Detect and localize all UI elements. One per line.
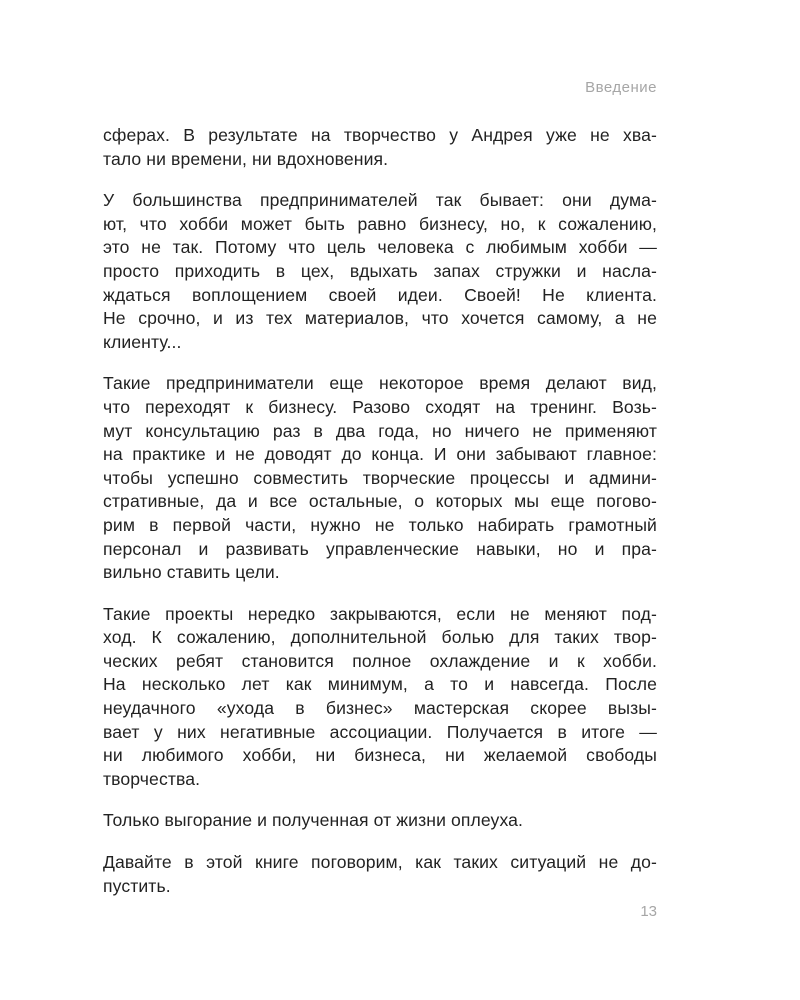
text-line: клиенту... xyxy=(103,331,182,352)
text-line: это не так. Потому что цель человека с любимым хобби — xyxy=(103,237,657,258)
text-line: ход. К сожалению, дополнительной болью для таких твор- xyxy=(103,627,657,648)
paragraph-3 xyxy=(103,372,657,584)
text-line: Не срочно, и из тех материалов, что хочется самому, а не xyxy=(103,308,657,329)
paragraph-1 xyxy=(103,124,657,171)
text-line: чтобы успешно совместить творческие процессы и админи- xyxy=(103,467,657,488)
text-line: тало ни времени, ни вдохновения. xyxy=(103,148,389,169)
text-line: творчества. xyxy=(103,768,201,789)
text-line: пустить. xyxy=(103,875,171,896)
text-line: на практике и не доводят до конца. И они забывают главное: xyxy=(103,444,657,465)
text-line: У большинства предпринимателей так бывает: они дума- xyxy=(103,190,657,211)
text-line: ждаться воплощением своей идеи. Своей! Не клиента. xyxy=(103,284,657,305)
text-line: стративные, да и все остальные, о которых мы еще погово- xyxy=(103,491,657,512)
paragraph-4 xyxy=(103,603,657,792)
text-line: что переходят к бизнесу. Разово сходят на тренинг. Возь- xyxy=(103,396,657,417)
text-line: персонал и развивать управленческие навыки, но и пра- xyxy=(103,538,657,559)
body-text xyxy=(103,124,657,916)
text-line: Только выгорание и полученная от жизни оплеуха. xyxy=(103,810,524,831)
paragraph-5 xyxy=(103,809,657,833)
paragraph-2 xyxy=(103,189,657,354)
page-number: 13 xyxy=(640,903,657,920)
text-line: вильно ставить цели. xyxy=(103,562,280,583)
text-line: просто приходить в цех, вдыхать запах стружки и насла- xyxy=(103,260,657,281)
text-line: Давайте в этой книге поговорим, как таких ситуаций не до- xyxy=(103,852,657,873)
text-line: вает у них негативные ассоциации. Получается в итоге — xyxy=(103,721,657,742)
text-line: ни любимого хобби, ни бизнеса, ни желаемой свободы xyxy=(103,745,657,766)
paragraph-6 xyxy=(103,851,657,898)
text-line: На несколько лет как минимум, а то и навсегда. После xyxy=(103,674,657,695)
text-line: ческих ребят становится полное охлаждение и к хобби. xyxy=(103,650,657,671)
text-line: ют, что хобби может быть равно бизнесу, но, к сожалению, xyxy=(103,213,657,234)
running-head: Введение xyxy=(585,79,657,96)
text-line: рим в первой части, нужно не только набирать грамотный xyxy=(103,514,657,535)
text-line: Такие проекты нередко закрываются, если не меняют под- xyxy=(103,603,657,624)
text-line: мут консультацию раз в два года, но ничего не применяют xyxy=(103,420,657,441)
text-line: Такие предприниматели еще некоторое время делают вид, xyxy=(103,373,657,394)
text-line: сферах. В результате на творчество у Андрея уже не хва- xyxy=(103,125,657,145)
text-line: неудачного «ухода в бизнес» мастерская скорее вызы- xyxy=(103,698,657,719)
